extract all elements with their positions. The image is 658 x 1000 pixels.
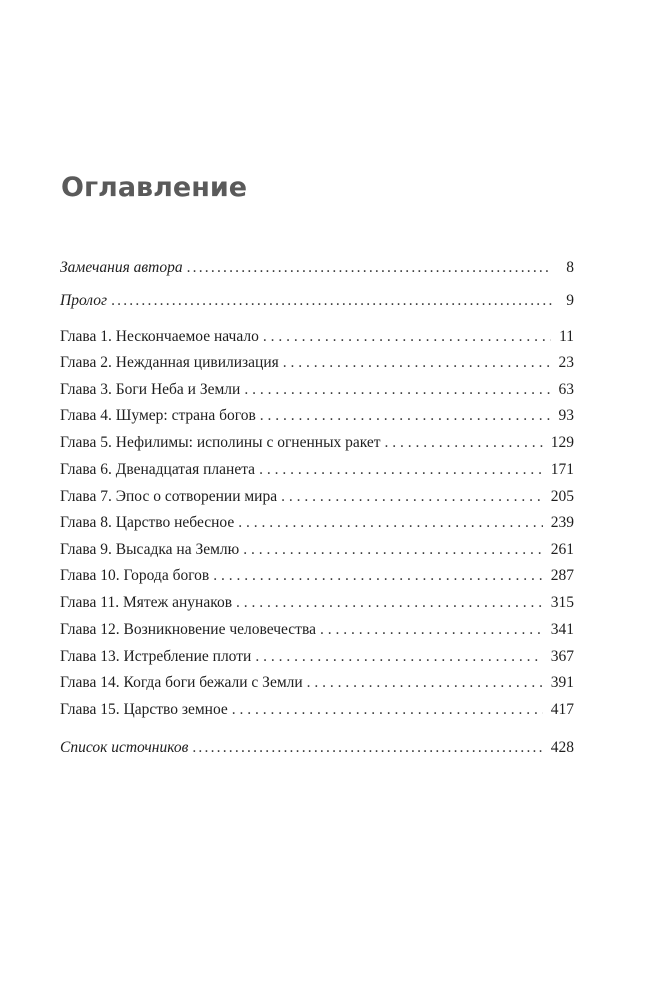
toc-entry-chapter-11[interactable] (60, 591, 574, 615)
toc-entry-chapter-6[interactable] (60, 458, 574, 482)
leader-dots (385, 431, 543, 455)
toc-entry-chapter-2[interactable] (60, 351, 574, 375)
toc-entry-page: 367 (550, 648, 574, 665)
leader-dots (238, 511, 543, 535)
toc-entry-page: 417 (550, 701, 574, 718)
toc-entry-page: 205 (550, 488, 574, 505)
toc-entry-chapter-10[interactable] (60, 564, 574, 588)
toc-entry-label: Глава 1. Нескончаемое начало (60, 328, 259, 345)
toc-entry-page: 287 (550, 567, 574, 584)
toc-entry-chapter-8[interactable] (60, 511, 574, 535)
leader-dots (281, 485, 543, 509)
toc-entry-page: 428 (550, 739, 574, 756)
toc-entry-page: 11 (559, 328, 574, 345)
toc-entry-chapter-7[interactable] (60, 485, 574, 509)
toc-entry-page: 391 (550, 674, 574, 691)
toc-entry-label: Список источников (60, 739, 189, 756)
toc-entry-label: Глава 8. Царство небесное (60, 514, 235, 531)
toc-entry-page: 23 (558, 354, 574, 371)
leader-dots (320, 618, 543, 642)
leader-dots (213, 564, 543, 588)
leader-dots (283, 351, 551, 375)
toc-entry-label: Глава 11. Мятеж анунаков (60, 594, 233, 611)
toc-entry-chapter-5[interactable] (60, 431, 574, 455)
leader-dots (260, 404, 551, 428)
toc-entry-label: Глава 15. Царство земное (60, 701, 228, 718)
toc-entry-label: Глава 10. Города богов (60, 567, 210, 584)
toc-entry-chapter-12[interactable] (60, 618, 574, 642)
toc-entry-page: 63 (558, 381, 574, 398)
leader-dots (307, 671, 543, 695)
toc-entry-prologue[interactable] (60, 289, 574, 313)
toc-entry-chapter-4[interactable] (60, 404, 574, 428)
toc-entry-label: Глава 9. Высадка на Землю (60, 541, 240, 558)
leader-dots (244, 378, 550, 402)
toc-entry-label: Глава 13. Истребление плоти (60, 648, 252, 665)
leader-dots (232, 698, 543, 722)
toc-entry-label: Глава 12. Возникновение человечества (60, 621, 316, 638)
toc-entry-label: Глава 6. Двенадцатая планета (60, 461, 256, 478)
leader-dots (259, 458, 543, 482)
toc-entry-page: 171 (550, 461, 574, 478)
leader-dots (236, 591, 543, 615)
toc-entry-label: Глава 3. Боги Неба и Земли (60, 381, 241, 398)
toc-entry-page: 341 (550, 621, 574, 638)
toc-entry-page: 261 (550, 541, 574, 558)
toc-entry-chapter-3[interactable] (60, 378, 574, 402)
toc-entry-chapter-9[interactable] (60, 538, 574, 562)
toc-entry-chapter-1[interactable] (60, 325, 574, 349)
toc-entry-label: Глава 14. Когда боги бежали с Земли (60, 674, 303, 691)
toc-entry-author-notes[interactable] (60, 256, 574, 280)
toc-entry-chapter-13[interactable] (60, 645, 574, 669)
leader-dots (192, 736, 542, 760)
toc-entry-page: 9 (566, 292, 574, 309)
toc-entry-chapter-14[interactable] (60, 671, 574, 695)
leader-dots (255, 645, 542, 669)
toc-entry-label: Глава 7. Эпос о сотворении мира (60, 488, 278, 505)
toc-entry-label: Глава 4. Шумер: страна богов (60, 407, 256, 424)
toc-entry-bibliography[interactable] (60, 736, 574, 760)
toc-entry-label: Глава 5. Нефилимы: исполины с огненных ракет (60, 434, 381, 451)
leader-dots (243, 538, 543, 562)
toc-entry-page: 8 (566, 259, 574, 276)
toc-entry-page: 129 (550, 434, 574, 451)
toc-title: Оглавление (61, 172, 248, 203)
leader-dots (187, 256, 552, 280)
toc-entry-label: Замечания автора (60, 259, 183, 276)
toc-entry-page: 315 (550, 594, 574, 611)
leader-dots (263, 325, 551, 349)
leader-dots (111, 289, 552, 313)
toc-entry-chapter-15[interactable] (60, 698, 574, 722)
toc-entry-page: 239 (550, 514, 574, 531)
toc-entry-page: 93 (558, 407, 574, 424)
toc-entry-label: Глава 2. Нежданная цивилизация (60, 354, 279, 371)
toc-entry-label: Пролог (60, 292, 108, 309)
